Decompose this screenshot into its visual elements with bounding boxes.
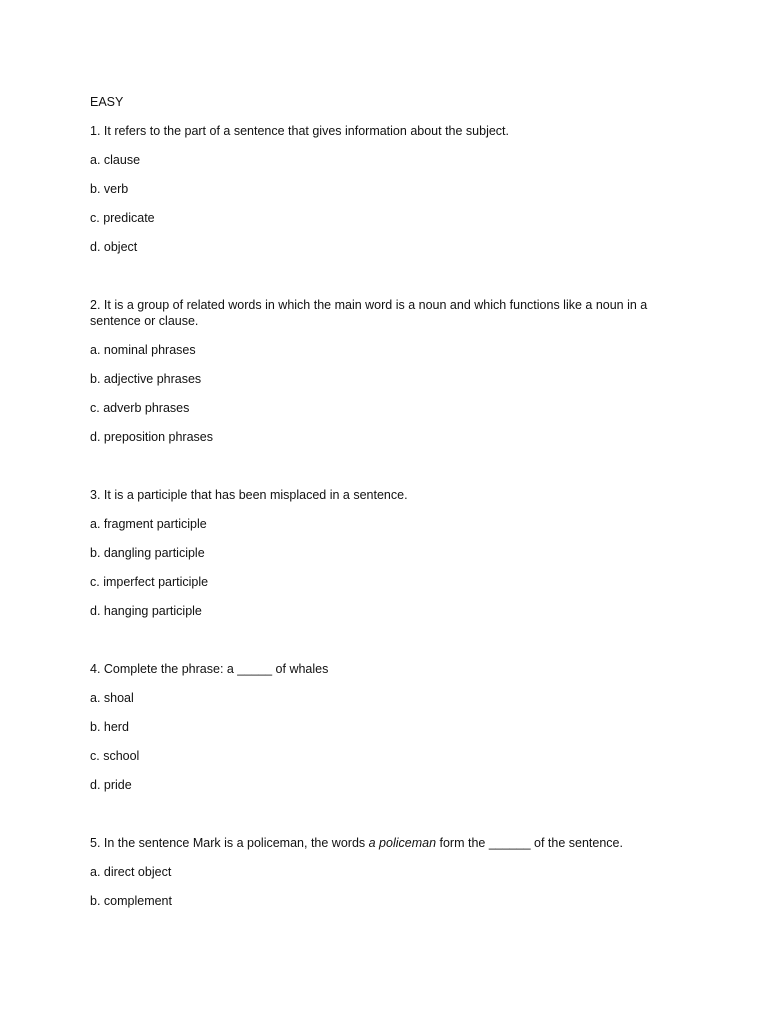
question-text: 1. It refers to the part of a sentence that gives information about the subject. (90, 124, 509, 138)
option-d: d. preposition phrases (90, 430, 213, 444)
option-d: d. object (90, 240, 138, 254)
question-text-end: form the ______ of the sentence. (436, 836, 623, 850)
option-d: d. pride (90, 778, 132, 792)
question-5 (90, 835, 690, 909)
question-text (90, 835, 690, 851)
option-b: b. adjective phrases (90, 372, 202, 386)
option-a: a. clause (90, 153, 141, 167)
option-b: b. verb (90, 182, 129, 196)
option-c: c. predicate (90, 211, 155, 225)
option-b: b. dangling participle (90, 546, 205, 560)
option-c: c. school (90, 749, 140, 763)
option-a: a. fragment participle (90, 517, 207, 531)
section-heading: EASY (90, 95, 124, 109)
question-text-emphasis: a policeman (368, 836, 437, 850)
option-a: a. shoal (90, 691, 134, 705)
question-text: 4. Complete the phrase: a _____ of whales (90, 662, 329, 676)
question-text: 2. It is a group of related words in which the main word is a noun and which functions like a noun in a sentence or clause. (90, 298, 648, 328)
option-c: c. imperfect participle (90, 575, 209, 589)
question-4 (90, 661, 690, 793)
question-2 (90, 297, 690, 445)
document-page (90, 94, 690, 922)
question-1 (90, 123, 690, 255)
option-a: a. nominal phrases (90, 343, 196, 357)
question-text: 3. It is a participle that has been misplaced in a sentence. (90, 488, 408, 502)
option-d: d. hanging participle (90, 604, 202, 618)
option-b: b. herd (90, 720, 129, 734)
option-a: a. direct object (90, 865, 172, 879)
question-text-start: 5. In the sentence Mark is a policeman, the words (90, 836, 369, 850)
option-c: c. adverb phrases (90, 401, 190, 415)
question-3 (90, 487, 690, 619)
option-b: b. complement (90, 894, 172, 908)
